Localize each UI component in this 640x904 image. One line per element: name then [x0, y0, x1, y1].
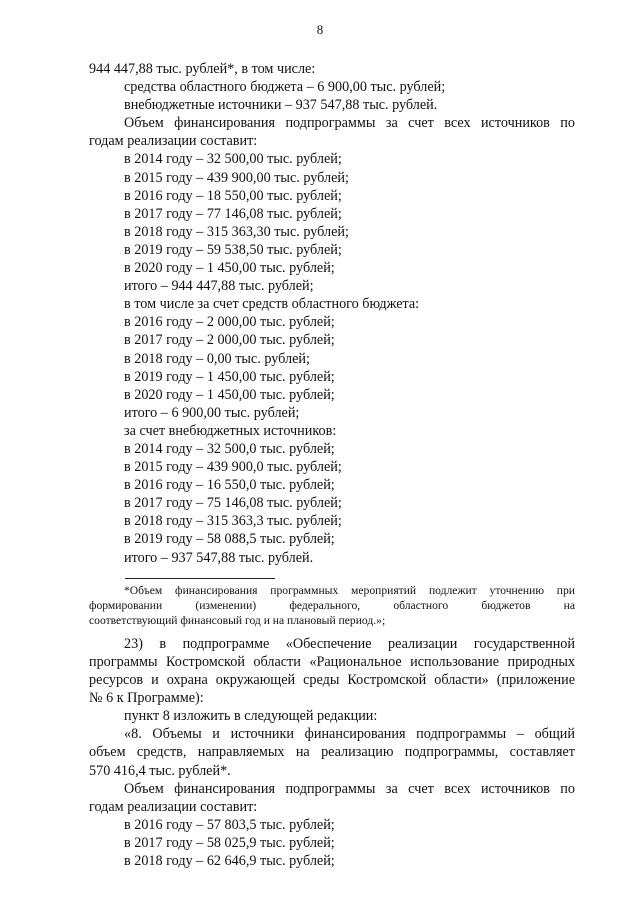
text-line: № 6 к Программе):: [89, 690, 204, 707]
text-line: в 2019 году – 58 088,5 тыс. рублей;: [124, 531, 335, 548]
text-line: в 2016 году – 2 000,00 тыс. рублей;: [124, 314, 335, 331]
text-line: в 2014 году – 32 500,0 тыс. рублей;: [124, 440, 335, 457]
text-line: средства областного бюджета – 6 900,00 тыс. рублей;: [124, 79, 446, 96]
text-line: «8. Объемы и источники финансирования подпрограммы – общий: [124, 726, 575, 743]
text-line: программы Костромской области «Рациональное использование природных: [89, 653, 575, 670]
text-line: в 2018 году – 62 646,9 тыс. рублей;: [124, 852, 335, 869]
footnote-line: соответствующий финансовый год и на плановый период.»;: [89, 614, 386, 628]
text-line: 944 447,88 тыс. рублей*, в том числе:: [89, 61, 316, 77]
text-line: в 2019 году – 1 450,00 тыс. рублей;: [124, 368, 335, 385]
text-line: в 2017 году – 77 146,08 тыс. рублей;: [124, 205, 342, 222]
footnote: [89, 583, 575, 629]
text-line: объем средств, направляемых на реализацию подпрограммы, составляет: [89, 744, 575, 761]
text-line: в 2019 году – 59 538,50 тыс. рублей;: [124, 241, 342, 258]
text-line: в 2017 году – 58 025,9 тыс. рублей;: [124, 834, 335, 851]
text-line: в 2017 году – 2 000,00 тыс. рублей;: [124, 332, 335, 349]
text-line: в 2018 году – 315 363,3 тыс. рублей;: [124, 513, 342, 530]
text-line: в 2017 году – 75 146,08 тыс. рублей;: [124, 495, 342, 512]
text-line: пункт 8 изложить в следующей редакции:: [124, 708, 378, 725]
text-line: в 2016 году – 18 550,00 тыс. рублей;: [124, 187, 342, 204]
text-line: внебюджетные источники – 937 547,88 тыс. рублей.: [124, 97, 438, 114]
text-line: итого – 944 447,88 тыс. рублей;: [124, 278, 314, 295]
text-line: 23) в подпрограмме «Обеспечение реализации государственной: [124, 635, 575, 652]
text-line: в 2015 году – 439 900,0 тыс. рублей;: [124, 459, 342, 476]
text-line: ресурсов и охрана окружающей среды Костромской области» (приложение: [89, 672, 575, 689]
text-line: итого – 937 547,88 тыс. рублей.: [124, 549, 314, 566]
text-line: итого – 6 900,00 тыс. рублей;: [124, 404, 300, 421]
text-line: в 2020 году – 1 450,00 тыс. рублей;: [124, 260, 335, 277]
text-line: в 2014 году – 32 500,00 тыс. рублей;: [124, 151, 342, 168]
footnote-line: формировании (изменении) федерального, областного бюджетов на: [89, 599, 575, 613]
text-line: годам реализации составит:: [89, 798, 258, 815]
text-line: 570 416,4 тыс. рублей*.: [89, 762, 231, 779]
footnote-line: *Объем финансирования программных мероприятий подлежит уточнению при: [124, 583, 575, 597]
body-text-bottom: [89, 635, 575, 870]
text-line: в 2016 году – 16 550,0 тыс. рублей;: [124, 477, 335, 494]
footnote-separator: [125, 578, 275, 579]
text-line: в 2018 году – 0,00 тыс. рублей;: [124, 350, 310, 367]
text-line: Объем финансирования подпрограммы за счет всех источников по: [124, 115, 575, 132]
page-number: 8: [316, 22, 324, 37]
text-line: в 2018 году – 315 363,30 тыс. рублей;: [124, 223, 349, 240]
document-body: [89, 60, 575, 870]
text-line: в том числе за счет средств областного бюджета:: [124, 296, 420, 313]
text-line: в 2020 году – 1 450,00 тыс. рублей;: [124, 386, 335, 403]
text-line: в 2015 году – 439 900,00 тыс. рублей;: [124, 169, 349, 186]
body-text-top: [89, 60, 575, 567]
text-line: Объем финансирования подпрограммы за счет всех источников по: [124, 780, 575, 797]
text-line: в 2016 году – 57 803,5 тыс. рублей;: [124, 816, 335, 833]
text-line: за счет внебюджетных источников:: [124, 422, 337, 439]
text-line: годам реализации составит:: [89, 133, 258, 150]
